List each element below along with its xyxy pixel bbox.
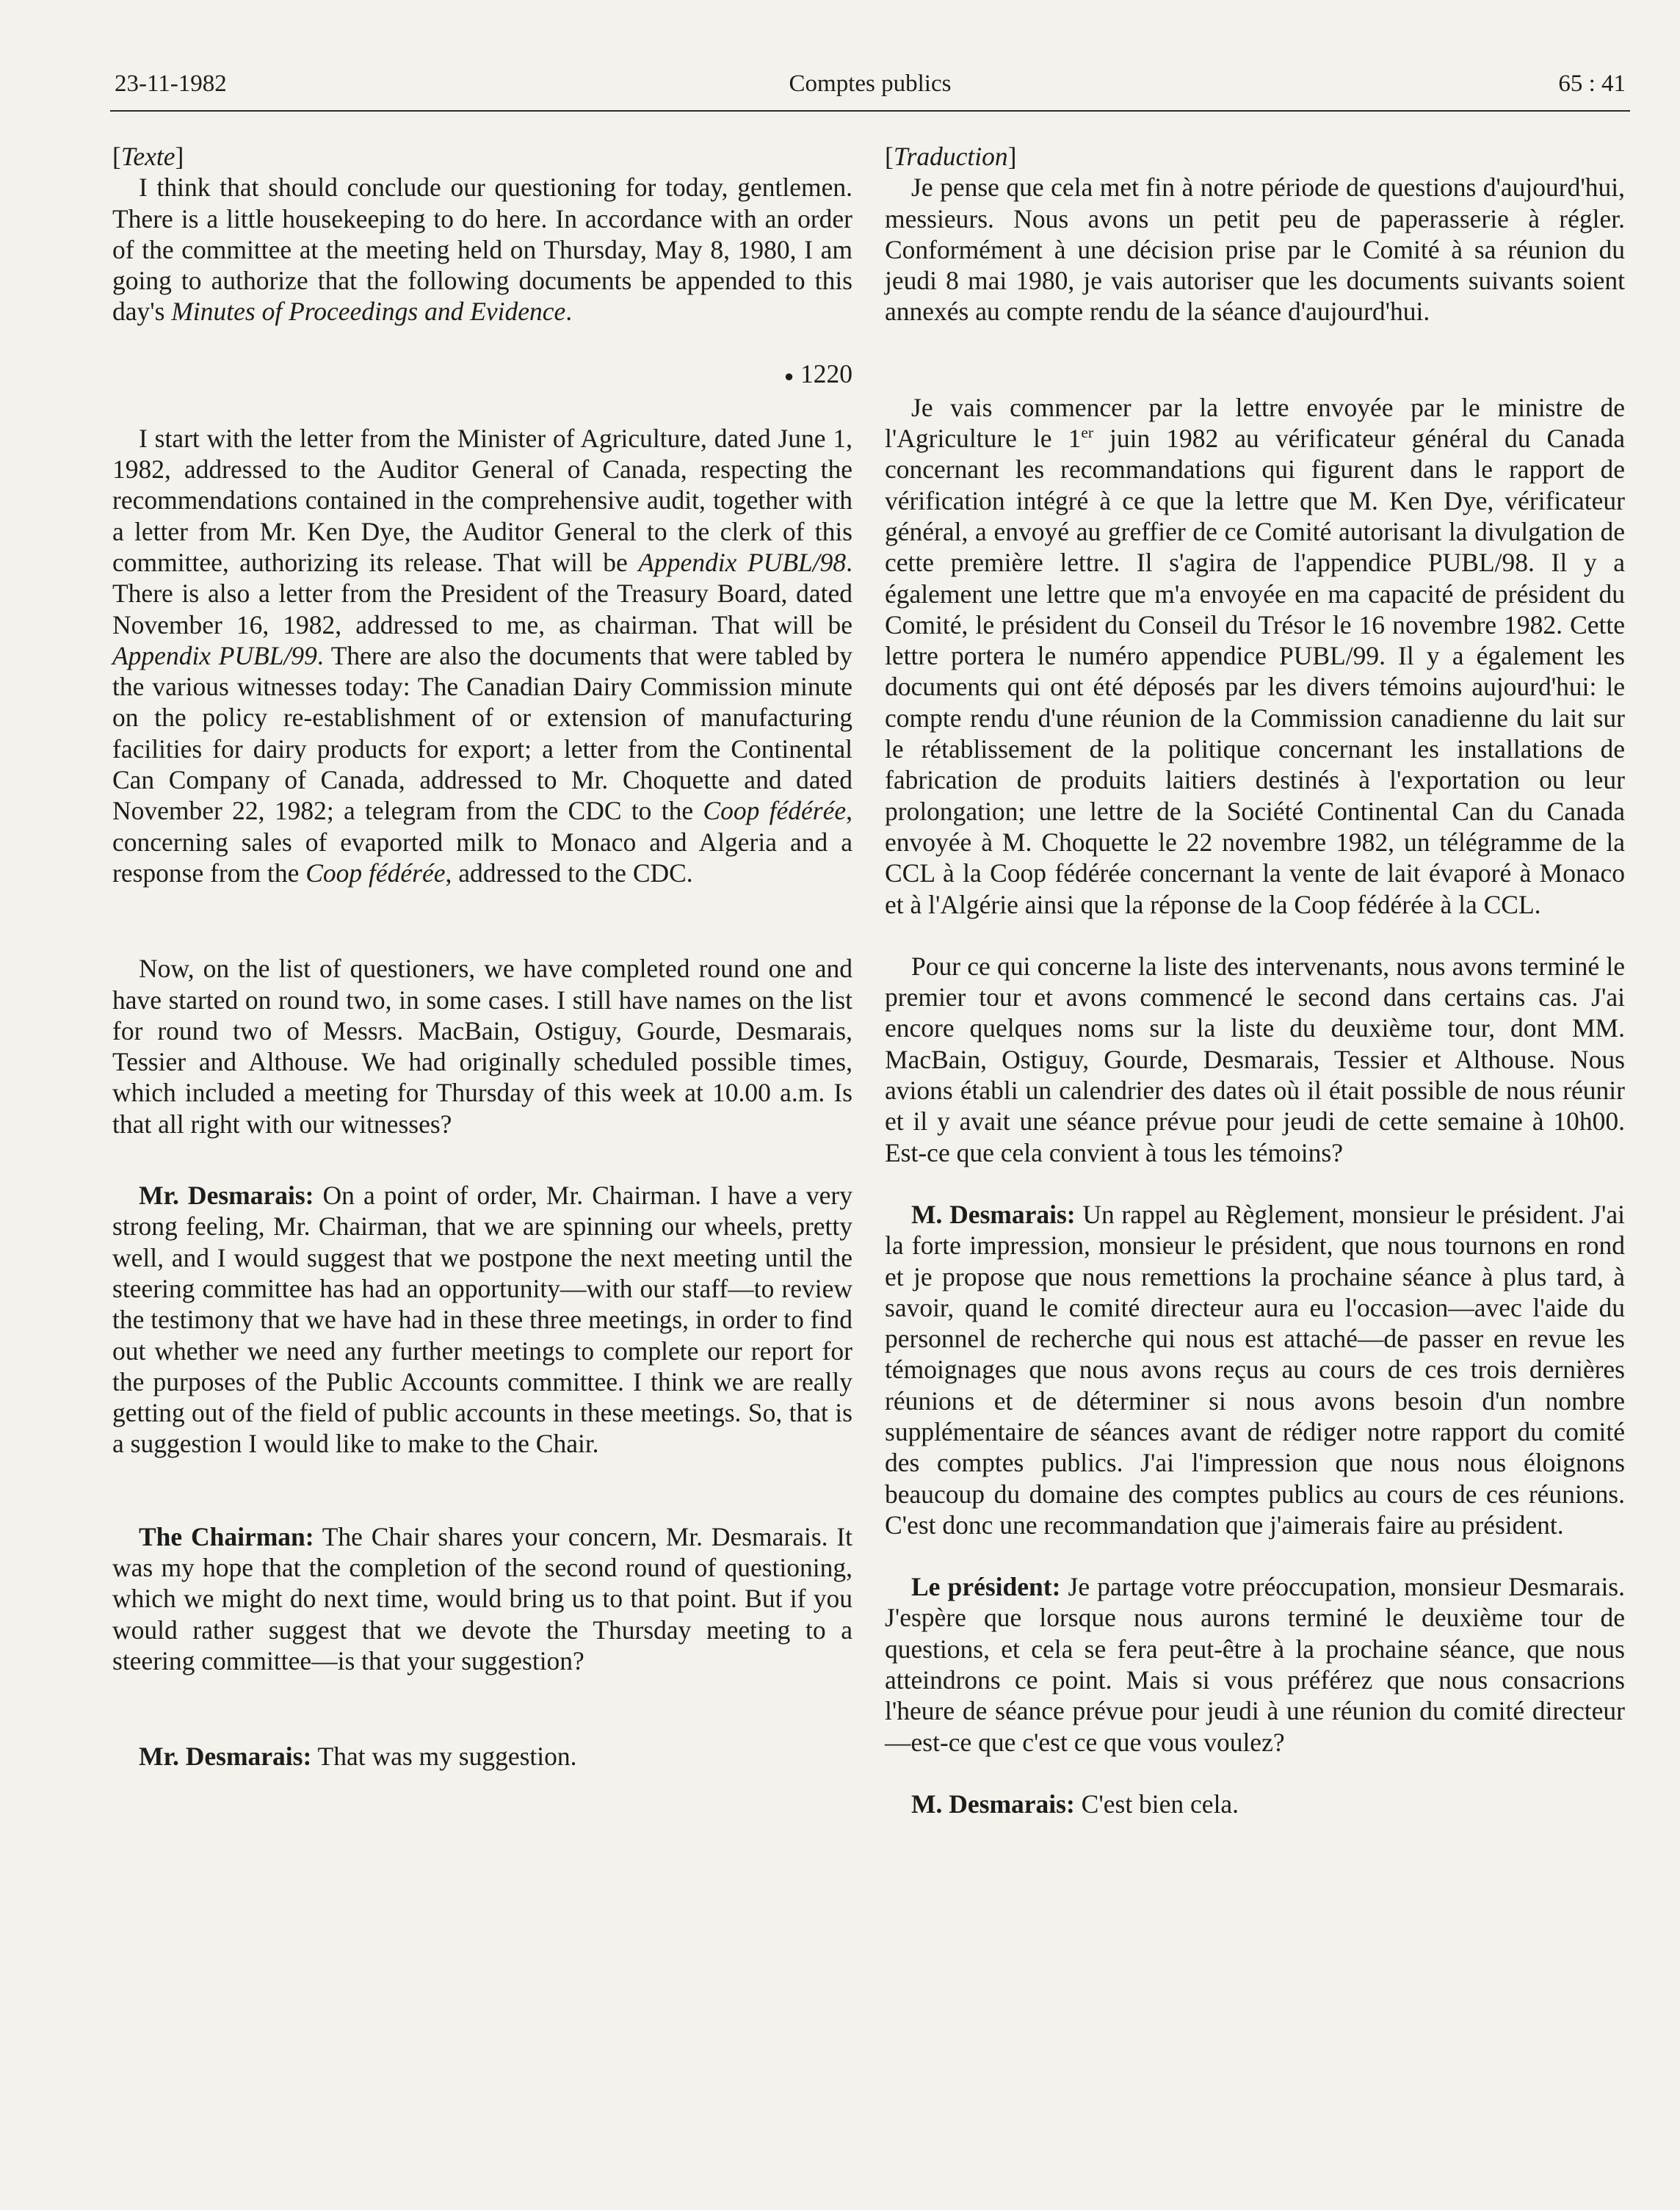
- paragraph-documents-fr: Je vais commencer par la lettre envoyée par le ministre de l'Agriculture le 1er juin 1982 au vérificateur général du Canada concernant les recommandations qui figurent dans le rapport de vérification intégré à ce que la lettre que M. Ken Dye, vérificateur général, a envoyé au greffier de ce Comité autorisant la divulgation de cette première lettre. Il s'agira de l'appendice PUBL/98. Il y a également une lettre que m'a envoyée en ma capacité de président du Comité, le président du Conseil du Trésor le 16 novembre 1982. Cette lettre portera le numéro appendice PUBL/99. Il y a également les documents qui ont été déposés par les divers témoins aujourd'hui: le compte rendu d'une réunion de la Commission canadienne du lait sur le rétablissement de la politique concernant les installations de fabrication de produits laitiers destinés à l'exportation ou leur prolongation; une lettre de la Société Continental Can du Canada envoyée à M. Choquette le 22 novembre 1982, un télégramme de la CCL à la Coop fédérée concernant la vente de lait évaporé à Monaco et à l'Algérie ainsi que la réponse de la Coop fédérée à la CCL.: [885, 392, 1626, 919]
- header-date: 23-11-1982: [115, 70, 227, 97]
- paragraph-desmarais-point-of-order: Mr. Desmarais: On a point of order, Mr. Chairman. I have a very strong feeling, Mr. Chairman, that we are spinning our wheels, pretty well, and I would suggest that we postpone the next meeting until the steering committee has had an opportunity—with our staff—to review the testimony that we have had in these three meetings, in order to find out whether we need any further meetings to complete our report for the purposes of the Public Accounts committee. I think we are really getting out of the field of public accounts in these meetings. So, that is a suggestion I would like to make to the Chair.: [112, 1181, 852, 1459]
- paragraph-questioners: Now, on the list of questioners, we have completed round one and have started on round two, in some cases. I still have names on the list for round two of Messrs. MacBain, Ostiguy, Gourde, Desmarais, Tessier and Althouse. We had originally scheduled possible times, which included a meeting for Thursday of this week at 10.00 a.m. Is that all right with our witnesses?: [112, 954, 852, 1139]
- page-header: [110, 66, 1630, 112]
- paragraph-desmarais-confirm: Mr. Desmarais: That was my suggestion.: [139, 1742, 577, 1772]
- paragraph-desmarais-confirmation-fr: M. Desmarais: C'est bien cela.: [911, 1789, 1239, 1819]
- paragraph-paperasserie: Je pense que cela met fin à notre période de questions d'aujourd'hui, messieurs. Nous avons un petit peu de paperasserie à régler. Conformément à une décision prise par le Comité à sa réunion du jeudi 8 mai 1980, je vais autoriser que les documents suivants soient annexés au compte rendu de la séance d'aujourd'hui.: [885, 173, 1625, 327]
- text-tag: [Texte]: [112, 142, 184, 171]
- english-column: [112, 141, 852, 1772]
- translation-tag: [Traduction]: [885, 142, 1017, 171]
- paragraph-documents: I start with the letter from the Minister of Agriculture, dated June 1, 1982, addressed to the Auditor General of Canada, respecting the recommendations contained in the comprehensive audit, together with a letter from Mr. Ken Dye, the Auditor General to the clerk of this committee, authorizing its release. That will be Appendix PUBL/98. There is also a letter from the President of the Treasury Board, dated November 16, 1982, addressed to me, as chairman. That will be Appendix PUBL/99. There are also the documents that were tabled by the various witnesses today: The Canadian Dairy Commission minute on the policy re-establishment of or extension of manufacturing facilities for dairy products for export; a letter from the Continental Can Company of Canada, addressed to Mr. Choquette and dated November 22, 1982; a telegram from the CDC to the Coop fédérée, concerning sales of evaported milk to Monaco and Algeria and a response from the Coop fédérée, addressed to the CDC.: [112, 423, 852, 888]
- time-marker: ● 1220: [783, 358, 852, 388]
- french-column: [885, 141, 1625, 1819]
- paragraph-rappel-reglement: M. Desmarais: Un rappel au Règlement, monsieur le président. J'ai la forte impression, monsieur le président, que nous tournons en rond et je propose que nous remettions la prochaine séance à plus tard, à savoir, quand le comité directeur aura eu l'occasion—avec l'aide du personnel de recherche qui nous est attaché—de passer en revue les témoignages que nous avons reçus au cours de ces trois dernières réunions et de déterminer si nous avons besoin d'un nombre supplémentaire de séances avant de rédiger notre rapport du comité des comptes publics. J'ai l'impression que nous nous éloignons beaucoup du domaine des comptes publics au cours de ces réunions. C'est donc une recommandation que j'aimerais faire au président.: [885, 1199, 1626, 1540]
- paragraph-housekeeping: I think that should conclude our questioning for today, gentlemen. There is a little housekeeping to do here. In accordance with an order of the committee at the meeting held on Thursday, May 8, 1980, I am going to authorize that the following documents be appended to this day's Minutes of Proceedings and Evidence.: [112, 173, 852, 327]
- paragraph-intervenants: Pour ce qui concerne la liste des intervenants, nous avons terminé le premier tour et avons commencé le second dans certains cas. J'ai encore quelques noms sur la liste du deuxième tour, dont MM. MacBain, Ostiguy, Gourde, Desmarais, Tessier et Althouse. Nous avions établi un calendrier des dates où il était possible de nous réunir et il y avait une séance prévue pour jeudi de cette semaine à 10h00. Est-ce que cela convient à tous les témoins?: [885, 951, 1625, 1167]
- header-title: Comptes publics: [789, 70, 952, 97]
- bullet-icon: ●: [783, 366, 794, 385]
- header-page-number: 65 : 41: [1558, 70, 1626, 97]
- paragraph-president-reponse: Le président: Je partage votre préoccupation, monsieur Desmarais. J'espère que lorsque nous aurons terminé le deuxième tour de questions, et cela se fera peut-être à la prochaine séance, que nous atteindrons ce point. Mais si vous préférez que nous consacrions l'heure de séance prévue pour jeudi à une réunion du comité directeur—est-ce que c'est ce que vous voulez?: [885, 1572, 1625, 1757]
- paragraph-chairman-reply: The Chairman: The Chair shares your concern, Mr. Desmarais. It was my hope that the completion of the second round of questioning, which we might do next time, would bring us to that point. But if you would rather suggest that we devote the Thursday meeting to a steering committee—is that your suggestion?: [112, 1521, 852, 1675]
